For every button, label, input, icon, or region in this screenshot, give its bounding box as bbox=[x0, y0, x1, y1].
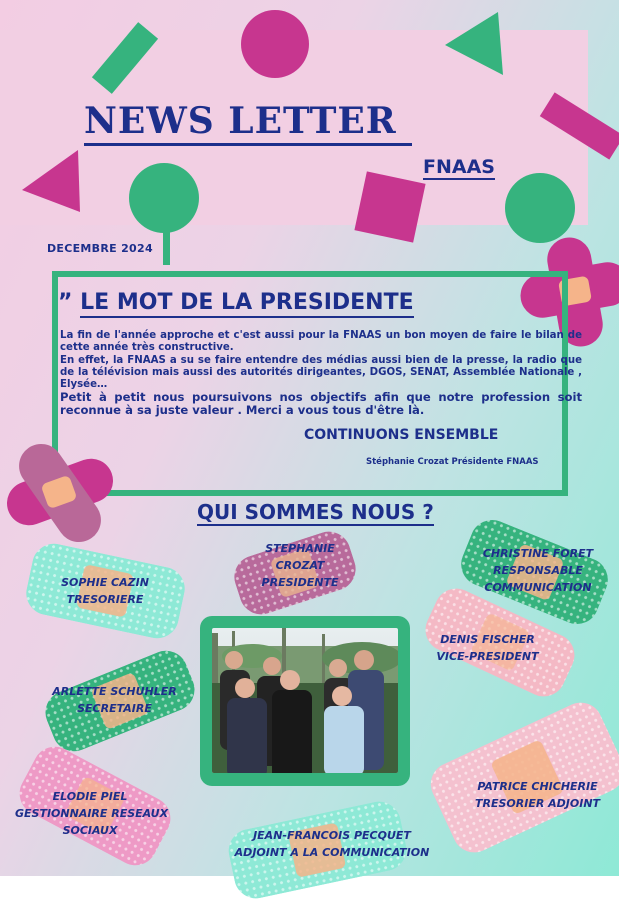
member-jean-francois-pecquet bbox=[232, 827, 432, 861]
member-sophie-cazin bbox=[55, 574, 155, 608]
member-name: ELODIE PIEL bbox=[52, 790, 128, 803]
member-role-2: SOCIAUX bbox=[62, 824, 118, 837]
member-name: PATRICE CHICHERIE bbox=[477, 780, 598, 793]
magenta-triangle-shape bbox=[22, 150, 80, 212]
member-name: STEPHANIE bbox=[265, 542, 335, 555]
quote-mark: ” bbox=[58, 290, 73, 315]
member-name: DENIS FISCHER bbox=[440, 633, 535, 646]
message-para-1: La fin de l'année approche et c'est aussi pour la FNAAS un bon moyen de faire le bilan de cette année très constructive. bbox=[60, 330, 582, 354]
green-circle-shape bbox=[129, 163, 199, 233]
member-role: SECRETAIRE bbox=[77, 702, 152, 715]
org-name: FNAAS bbox=[423, 156, 495, 178]
member-name: CHRISTINE FORET bbox=[482, 547, 594, 560]
signature: Stéphanie Crozat Présidente FNAAS bbox=[366, 457, 539, 467]
green-triangle-shape bbox=[445, 12, 503, 75]
member-role: TRESORIERE bbox=[66, 593, 144, 606]
president-heading bbox=[58, 290, 414, 315]
green-circle-right-shape bbox=[505, 173, 575, 243]
member-role: RESPONSABLE bbox=[493, 564, 583, 577]
member-role: PRESIDENTE bbox=[261, 576, 339, 589]
member-name: ARLETTE SCHUHLER bbox=[52, 685, 177, 698]
member-role: VICE-PRESIDENT bbox=[436, 650, 539, 663]
newsletter-title: NEWS LETTER bbox=[84, 100, 397, 142]
member-role-2: COMMUNICATION bbox=[484, 581, 592, 594]
member-role: ADJOINT A LA COMMUNICATION bbox=[234, 846, 430, 859]
member-stephanie-crozat bbox=[250, 540, 350, 591]
member-arlette-schuhler bbox=[52, 683, 177, 717]
president-message bbox=[60, 330, 582, 417]
magenta-square-shape bbox=[354, 171, 425, 242]
issue-date: DECEMBRE 2024 bbox=[47, 242, 153, 255]
closing-line: CONTINUONS ENSEMBLE bbox=[304, 427, 499, 443]
message-para-3: Petit à petit nous poursuivons nos objectifs afin que notre profession soit reconnue à sa juste valeur . Merci a vous tous d'être là. bbox=[60, 390, 582, 418]
member-role: GESTIONNAIRE RESEAUX bbox=[15, 807, 169, 820]
magenta-circle-shape bbox=[241, 10, 309, 78]
team-photo bbox=[212, 628, 398, 773]
team-heading bbox=[197, 500, 434, 524]
magenta-bar-shape bbox=[540, 92, 619, 159]
member-role: TRESORIER ADJOINT bbox=[475, 797, 601, 810]
member-name: SOPHIE CAZIN bbox=[61, 576, 149, 589]
member-patrice-chicherie bbox=[475, 778, 600, 812]
member-name-2: CROZAT bbox=[275, 559, 325, 572]
member-christine-foret bbox=[478, 545, 598, 596]
president-title: LE MOT DE LA PRESIDENTE bbox=[80, 290, 413, 318]
member-elodie-piel bbox=[15, 788, 169, 839]
team-heading-text: QUI SOMMES NOUS ? bbox=[197, 500, 434, 524]
member-name: JEAN-FRANCOIS PECQUET bbox=[253, 829, 411, 842]
member-denis-fischer bbox=[430, 631, 545, 665]
team-photo-illustration bbox=[212, 628, 398, 773]
green-bar-shape bbox=[92, 22, 158, 94]
title-underline bbox=[84, 143, 412, 146]
message-para-2: En effet, la FNAAS a su se faire entendre des médias aussi bien de la presse, la radio que de la télévision mais aussi des autorités dirigeantes, DGOS, SENAT, Assemblée Nationale , Elysée… bbox=[60, 354, 582, 391]
